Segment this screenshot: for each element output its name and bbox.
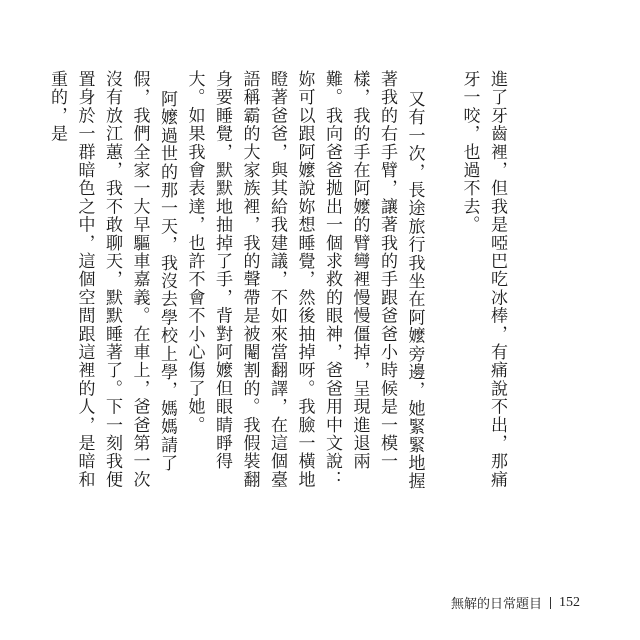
- footer-divider: [550, 597, 551, 609]
- paragraph-continuation: 進了牙齒裡，但我是啞巴吃冰棒，有痛說不出，那痛牙一咬，也過不去。: [459, 70, 507, 489]
- paragraph-travel: 又有一次，長途旅行我坐在阿嬤旁邊，她緊緊地握著我的右手臂，讓著我的手跟爸爸小時候是一模一樣，我的手在阿嬤的臂彎裡慢慢僵掉，呈現進退兩難。我向爸爸拋出一個求救的眼神，爸爸用中文說：妳可以跟阿嬤說妳想睡覺，然後抽掉呀。我臉一橫地瞪著爸爸，與其給我建議，不如來當翻譯，在這個臺語稱霸的大家族裡，我的聲帶是被閹割的。我假裝翻身要睡覺，默默地抽掉了手，背對阿嬤但眼睛睜得大。如果我會表達，也許不會不小心傷了她。: [184, 70, 425, 490]
- body-text: [43, 70, 511, 490]
- paragraph-funeral: 阿嬤過世的那一天，我沒去學校上學，媽媽請了假，我們全家一大早驅車嘉義。在車上，爸爸第一次沒有放江蕙，我不敢聊天，默默睡著了。下一刻我便置身於一群暗色之中，這個空間跟這裡的人，是暗和重的，是: [47, 70, 177, 489]
- running-title: 無解的日常題目: [450, 597, 542, 612]
- page-number: 152: [559, 594, 580, 610]
- page-footer: [451, 593, 580, 612]
